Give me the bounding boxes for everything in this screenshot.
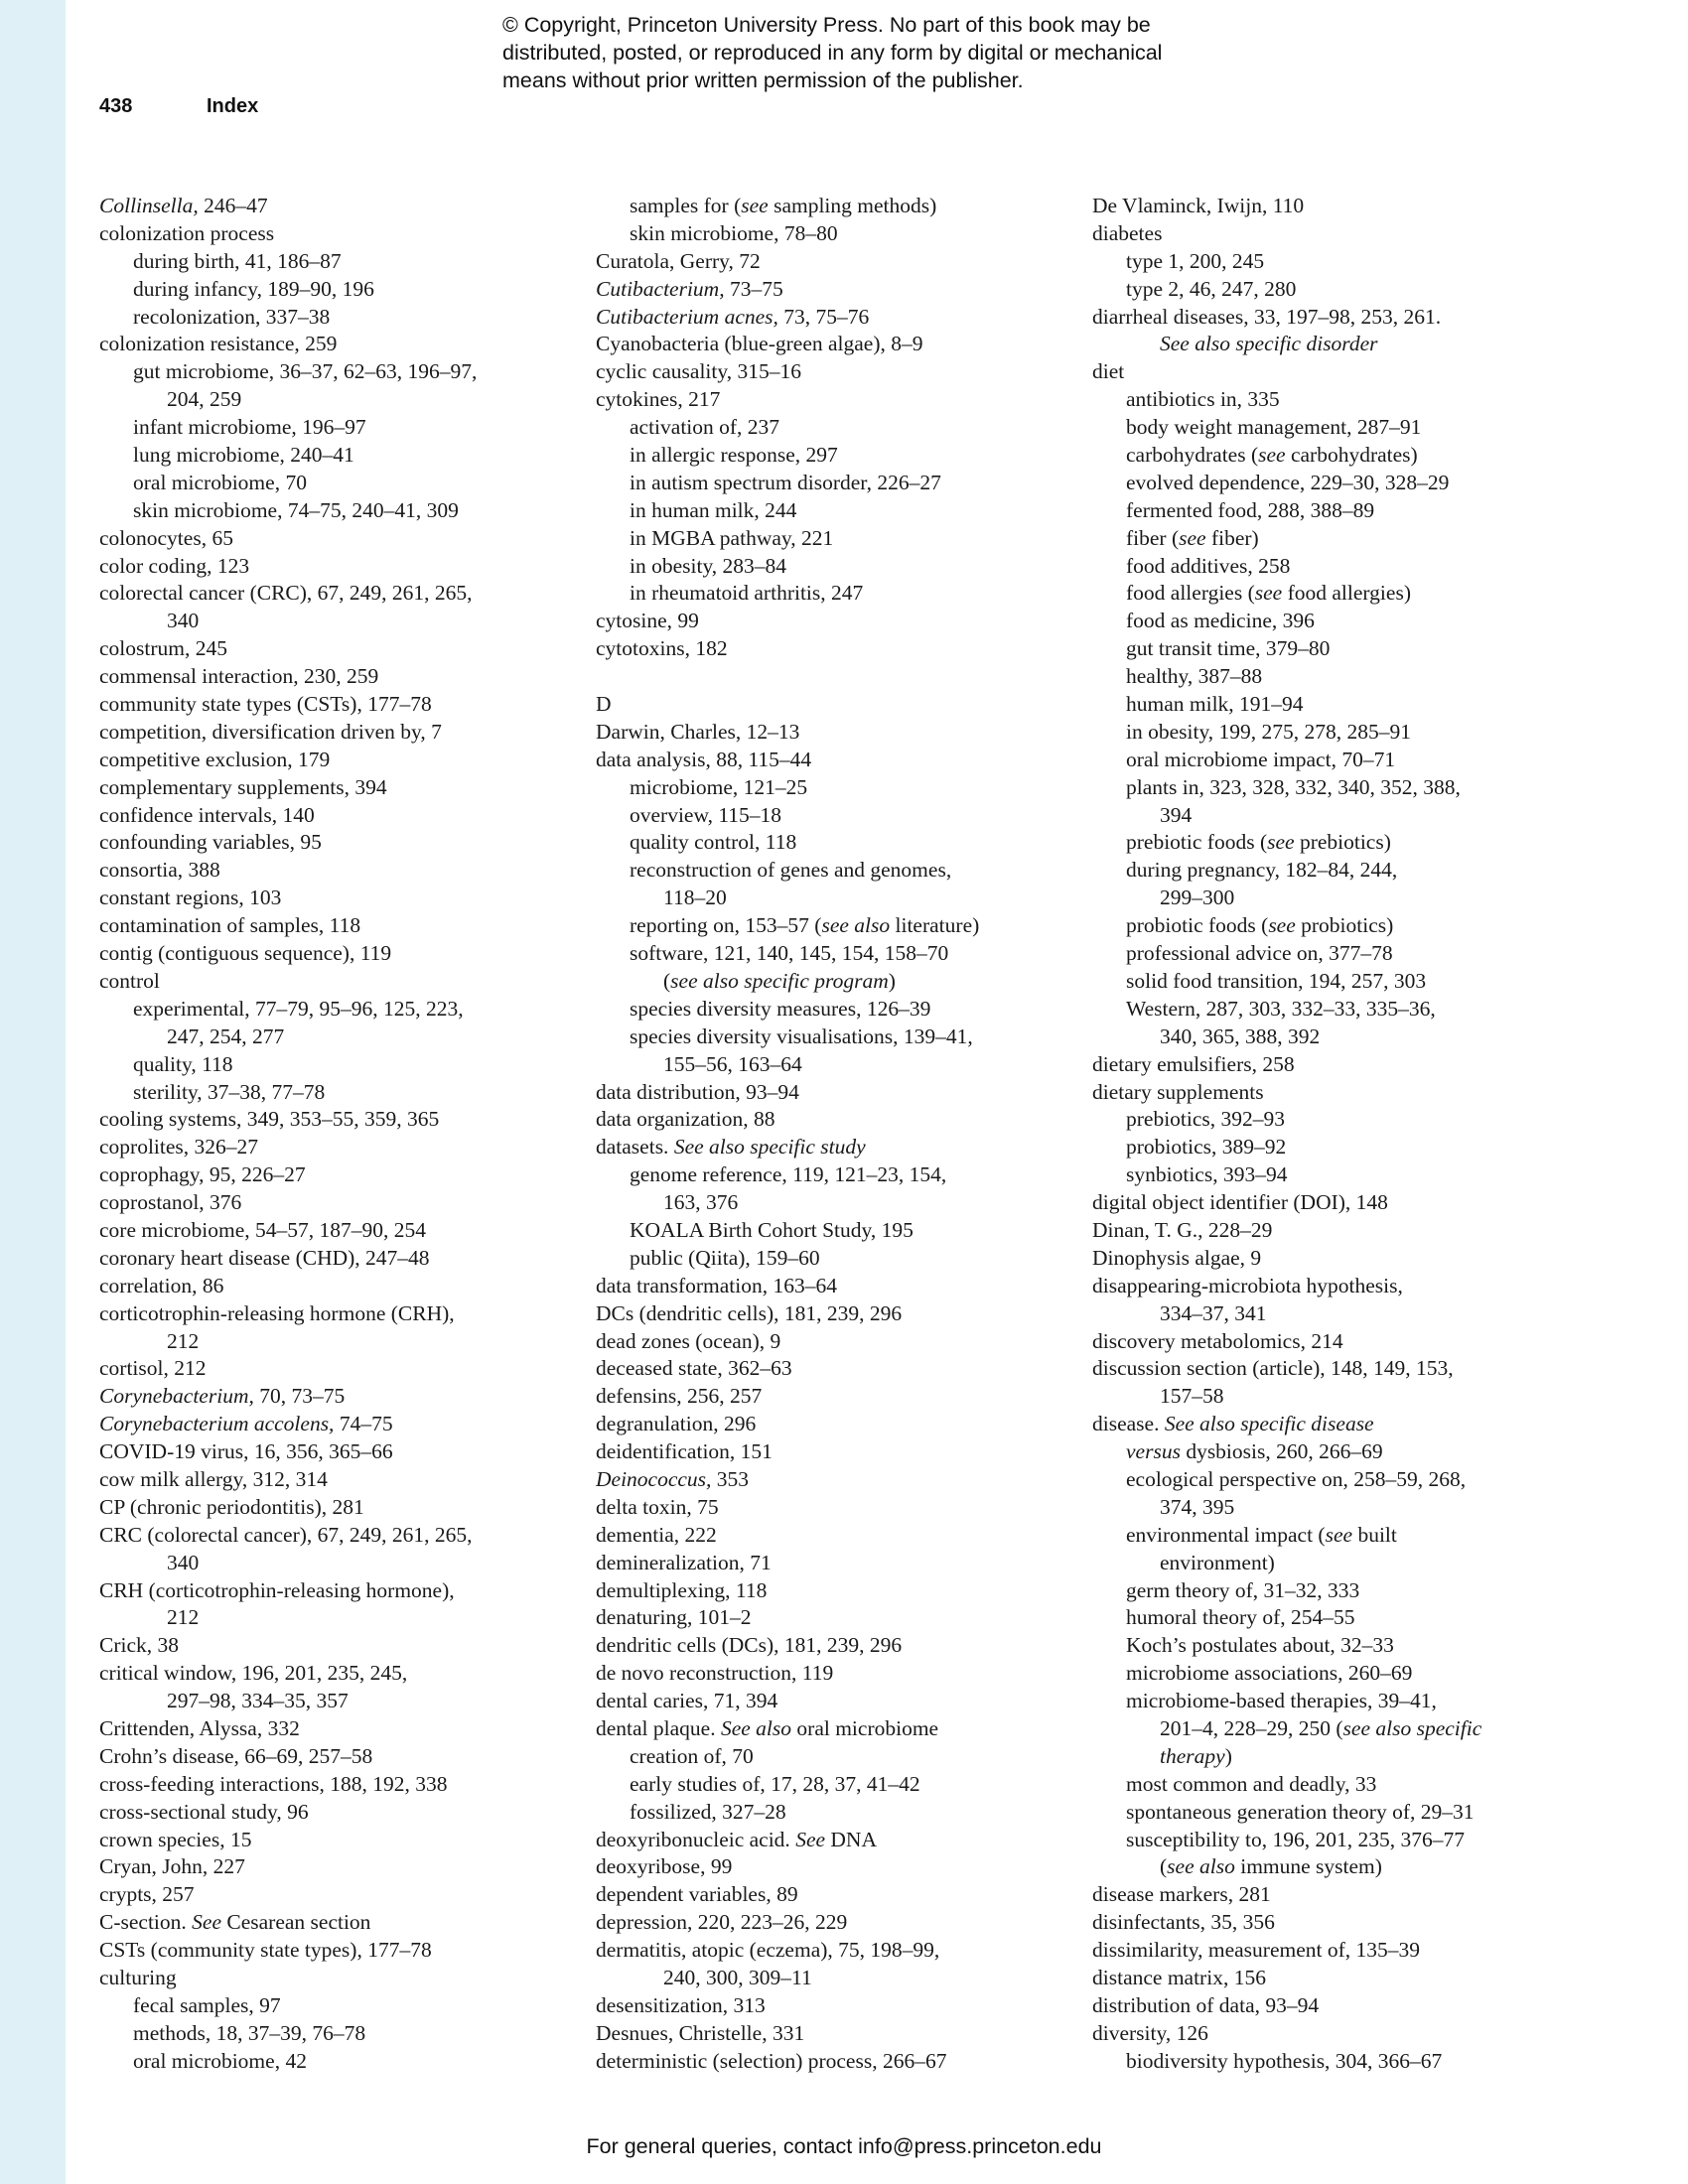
index-entry: Crittenden, Alyssa, 332 <box>99 1715 300 1740</box>
index-entry: digital object identifier (DOI), 148 <box>1092 1190 1388 1215</box>
index-entry: Cutibacterium, 73–75 <box>596 276 783 301</box>
index-entry: (see also specific program) <box>663 968 896 993</box>
index-entry: crown species, 15 <box>99 1827 252 1851</box>
index-entry: KOALA Birth Cohort Study, 195 <box>630 1217 914 1242</box>
index-entry: during pregnancy, 182–84, 244, <box>1126 858 1398 883</box>
index-entry: antibiotics in, 335 <box>1126 387 1280 412</box>
index-entry: evolved dependence, 229–30, 328–29 <box>1126 470 1450 494</box>
index-entry: body weight management, 287–91 <box>1126 415 1422 440</box>
index-entry: CRC (colorectal cancer), 67, 249, 261, 265, <box>99 1522 473 1547</box>
index-entry: dermatitis, atopic (eczema), 75, 198–99, <box>596 1938 940 1963</box>
index-entry: de novo reconstruction, 119 <box>596 1661 834 1686</box>
index-entry: oral microbiome impact, 70–71 <box>1126 747 1396 771</box>
index-entry: in obesity, 199, 275, 278, 285–91 <box>1126 719 1412 744</box>
index-entry: dental plaque. See also oral microbiome <box>596 1715 939 1740</box>
index-entry: food allergies (see food allergies) <box>1126 581 1411 606</box>
index-entry: skin microbiome, 74–75, 240–41, 309 <box>133 497 459 522</box>
index-entry: synbiotics, 393–94 <box>1126 1162 1288 1187</box>
index-entry: defensins, 256, 257 <box>596 1384 763 1409</box>
index-entry: control <box>99 968 160 993</box>
index-entry: data transformation, 163–64 <box>596 1273 838 1297</box>
index-entry: biodiversity hypothesis, 304, 366–67 <box>1126 2048 1443 2073</box>
index-entry: cross-sectional study, 96 <box>99 1799 309 1824</box>
index-entry: diversity, 126 <box>1092 2020 1208 2045</box>
index-entry: oral microbiome, 42 <box>133 2048 307 2073</box>
index-entry: Cutibacterium acnes, 73, 75–76 <box>596 304 870 329</box>
index-entry: professional advice on, 377–78 <box>1126 941 1393 966</box>
index-entry: 118–20 <box>663 886 727 910</box>
index-entry: disappearing-microbiota hypothesis, <box>1092 1273 1403 1297</box>
index-entry: coprolites, 326–27 <box>99 1135 259 1160</box>
index-entry: cytotoxins, 182 <box>596 636 728 661</box>
index-entry: crypts, 257 <box>99 1882 195 1907</box>
index-entry: prebiotic foods (see prebiotics) <box>1126 830 1391 855</box>
index-entry: Cyanobacteria (blue-green algae), 8–9 <box>596 332 923 356</box>
index-entry: Corynebacterium, 70, 73–75 <box>99 1384 346 1409</box>
index-entry: critical window, 196, 201, 235, 245, <box>99 1661 408 1686</box>
index-entry: demultiplexing, 118 <box>596 1577 768 1602</box>
index-entry: demineralization, 71 <box>596 1550 772 1574</box>
index-column-2 <box>596 193 1062 2076</box>
index-entry: in autism spectrum disorder, 226–27 <box>630 470 941 494</box>
index-entry: deceased state, 362–63 <box>596 1356 792 1381</box>
index-entry: cytosine, 99 <box>596 609 699 633</box>
index-entry: 334–37, 341 <box>1160 1300 1267 1325</box>
index-entry: desensitization, 313 <box>596 1992 766 2017</box>
footer-contact: For general queries, contact info@press.princeton.edu <box>586 2134 1102 2158</box>
index-entry: Cryan, John, 227 <box>99 1854 245 1879</box>
index-entry: Crohn’s disease, 66–69, 257–58 <box>99 1743 373 1768</box>
index-entry: public (Qiita), 159–60 <box>630 1245 820 1270</box>
index-entry: 212 <box>167 1328 200 1353</box>
index-entry: distribution of data, 93–94 <box>1092 1992 1320 2017</box>
page-number: 438 <box>99 95 133 117</box>
index-entry: gut transit time, 379–80 <box>1126 636 1331 661</box>
index-entry: confounding variables, 95 <box>99 830 322 855</box>
index-entry: Darwin, Charles, 12–13 <box>596 719 800 744</box>
index-entry: Deinococcus, 353 <box>596 1466 750 1491</box>
index-entry: 157–58 <box>1160 1384 1224 1409</box>
index-entry: humoral theory of, 254–55 <box>1126 1605 1355 1630</box>
index-entry: in MGBA pathway, 221 <box>630 525 834 550</box>
index-entry: contig (contiguous sequence), 119 <box>99 941 392 966</box>
index-entry: colonization process <box>99 220 275 245</box>
index-entry: color coding, 123 <box>99 553 250 578</box>
index-entry: type 2, 46, 247, 280 <box>1126 276 1297 301</box>
index-entry: prebiotics, 392–93 <box>1126 1107 1286 1132</box>
index-entry: microbiome, 121–25 <box>630 774 808 799</box>
index-entry: cow milk allergy, 312, 314 <box>99 1466 328 1491</box>
index-entry: oral microbiome, 70 <box>133 470 307 494</box>
index-entry: 299–300 <box>1160 886 1235 910</box>
index-entry: core microbiome, 54–57, 187–90, 254 <box>99 1217 427 1242</box>
index-entry: fossilized, 327–28 <box>630 1799 786 1824</box>
index-entry: during birth, 41, 186–87 <box>133 248 342 273</box>
index-entry: infant microbiome, 196–97 <box>133 415 366 440</box>
index-entry: Curatola, Gerry, 72 <box>596 248 761 273</box>
index-entry: Dinophysis algae, 9 <box>1092 1245 1262 1270</box>
index-entry: cyclic causality, 315–16 <box>596 359 801 384</box>
index-entry: Corynebacterium accolens, 74–75 <box>99 1412 393 1436</box>
index-entry: 340 <box>167 1550 200 1574</box>
index-entry: data organization, 88 <box>596 1107 775 1132</box>
index-entry: confidence intervals, 140 <box>99 802 315 827</box>
index-entry: experimental, 77–79, 95–96, 125, 223, <box>133 996 464 1021</box>
index-entry: food as medicine, 396 <box>1126 609 1315 633</box>
index-entry: methods, 18, 37–39, 76–78 <box>133 2020 366 2045</box>
index-entry: ecological perspective on, 258–59, 268, <box>1126 1466 1467 1491</box>
index-entry: dependent variables, 89 <box>596 1882 798 1907</box>
index-entry: disease. See also specific disease <box>1092 1412 1374 1436</box>
index-entry: cytokines, 217 <box>596 387 721 412</box>
index-entry: solid food transition, 194, 257, 303 <box>1126 968 1427 993</box>
index-entry: Koch’s postulates about, 32–33 <box>1126 1633 1394 1658</box>
index-entry: discussion section (article), 148, 149, 153, <box>1092 1356 1454 1381</box>
index-entry: dissimilarity, measurement of, 135–39 <box>1092 1938 1421 1963</box>
index-entry: environment) <box>1160 1550 1275 1574</box>
index-entry: plants in, 323, 328, 332, 340, 352, 388, <box>1126 774 1461 799</box>
index-entry: 394 <box>1160 802 1193 827</box>
index-entry: probiotics, 389–92 <box>1126 1135 1287 1160</box>
index-entry: degranulation, 296 <box>596 1412 757 1436</box>
index-entry: 374, 395 <box>1160 1494 1235 1519</box>
index-entry: colostrum, 245 <box>99 636 227 661</box>
index-entry: depression, 220, 223–26, 229 <box>596 1910 848 1935</box>
index-entry: fecal samples, 97 <box>133 1992 281 2017</box>
index-entry: microbiome-based therapies, 39–41, <box>1126 1689 1437 1713</box>
index-entry: diet <box>1092 359 1125 384</box>
index-entry: CRH (corticotrophin-releasing hormone), <box>99 1577 455 1602</box>
index-entry: deterministic (selection) process, 266–67 <box>596 2048 947 2073</box>
index-entry: complementary supplements, 394 <box>99 774 387 799</box>
index-entry: dead zones (ocean), 9 <box>596 1328 781 1353</box>
copyright-line: means without prior written permission of the publisher. <box>502 68 1024 92</box>
index-entry: lung microbiome, 240–41 <box>133 443 354 468</box>
index-entry: 201–4, 228–29, 250 (see also specific <box>1160 1715 1482 1740</box>
index-entry: reporting on, 153–57 (see also literature) <box>630 913 980 938</box>
index-entry: creation of, 70 <box>630 1743 754 1768</box>
index-entry: 340, 365, 388, 392 <box>1160 1024 1321 1048</box>
index-entry: cooling systems, 349, 353–55, 359, 365 <box>99 1107 440 1132</box>
index-entry: data analysis, 88, 115–44 <box>596 747 812 771</box>
index-entry: during infancy, 189–90, 196 <box>133 276 374 301</box>
index-entry: fermented food, 288, 388–89 <box>1126 497 1375 522</box>
index-entry: coprophagy, 95, 226–27 <box>99 1162 306 1187</box>
index-entry: CP (chronic periodontitis), 281 <box>99 1494 364 1519</box>
index-entry: environmental impact (see built <box>1126 1522 1397 1547</box>
index-entry: COVID-19 virus, 16, 356, 365–66 <box>99 1439 393 1464</box>
index-entry: 155–56, 163–64 <box>663 1051 802 1076</box>
index-entry: healthy, 387–88 <box>1126 664 1263 689</box>
index-entry: microbiome associations, 260–69 <box>1126 1661 1413 1686</box>
index-entry: datasets. See also specific study <box>596 1135 866 1160</box>
index-entry: correlation, 86 <box>99 1273 224 1297</box>
index-entry: versus dysbiosis, 260, 266–69 <box>1126 1439 1383 1464</box>
index-entry: dietary supplements <box>1092 1079 1264 1104</box>
index-entry: early studies of, 17, 28, 37, 41–42 <box>630 1771 920 1796</box>
side-color-strip <box>0 0 66 2184</box>
index-entry: CSTs (community state types), 177–78 <box>99 1938 432 1963</box>
copyright-line: distributed, posted, or reproduced in any form by digital or mechanical <box>502 41 1163 65</box>
index-entry: disease markers, 281 <box>1092 1882 1271 1907</box>
index-entry: food additives, 258 <box>1126 553 1291 578</box>
index-entry: commensal interaction, 230, 259 <box>99 664 379 689</box>
index-entry: recolonization, 337–38 <box>133 304 331 329</box>
index-entry: Collinsella, 246–47 <box>99 194 268 217</box>
copyright-line: © Copyright, Princeton University Press. No part of this book may be <box>502 13 1151 37</box>
index-entry: deoxyribose, 99 <box>596 1854 733 1879</box>
index-entry: De Vlaminck, Iwijn, 110 <box>1092 194 1305 217</box>
index-entry: deoxyribonucleic acid. See DNA <box>596 1827 877 1851</box>
index-entry: software, 121, 140, 145, 154, 158–70 <box>630 941 949 966</box>
index-entry: 340 <box>167 609 200 633</box>
index-entry: diarrheal diseases, 33, 197–98, 253, 261. <box>1092 304 1442 329</box>
index-entry: 247, 254, 277 <box>167 1024 285 1048</box>
index-entry: 163, 376 <box>663 1190 739 1215</box>
index-entry: dementia, 222 <box>596 1522 717 1547</box>
index-entry: colonization resistance, 259 <box>99 332 338 356</box>
spacer <box>596 663 1062 691</box>
index-entry: species diversity visualisations, 139–41, <box>630 1024 973 1048</box>
index-entry: colonocytes, 65 <box>99 525 233 550</box>
index-entry: species diversity measures, 126–39 <box>630 996 931 1021</box>
index-entry: gut microbiome, 36–37, 62–63, 196–97, <box>133 359 478 384</box>
index-entry: samples for (see sampling methods) <box>630 194 937 217</box>
index-entry: germ theory of, 31–32, 333 <box>1126 1577 1360 1602</box>
index-entry: carbohydrates (see carbohydrates) <box>1126 443 1418 468</box>
index-entry: type 1, 200, 245 <box>1126 248 1265 273</box>
index-entry: culturing <box>99 1966 177 1989</box>
index-entry: consortia, 388 <box>99 858 220 883</box>
index-entry: discovery metabolomics, 214 <box>1092 1328 1343 1353</box>
index-entry: activation of, 237 <box>630 415 780 440</box>
index-entry: competition, diversification driven by, 7 <box>99 719 442 744</box>
index-entry: Western, 287, 303, 332–33, 335–36, <box>1126 996 1436 1021</box>
index-entry: reconstruction of genes and genomes, <box>630 858 952 883</box>
index-entry: 204, 259 <box>167 387 242 412</box>
index-entry: 212 <box>167 1605 200 1630</box>
copyright-notice <box>502 11 1257 94</box>
index-entry: deidentification, 151 <box>596 1439 773 1464</box>
index-entry: denaturing, 101–2 <box>596 1605 752 1630</box>
index-column-3 <box>1092 193 1559 2076</box>
index-entry: 297–98, 334–35, 357 <box>167 1689 349 1713</box>
index-entry: diabetes <box>1092 220 1163 245</box>
index-entry: cortisol, 212 <box>99 1356 207 1381</box>
running-header <box>99 95 258 118</box>
index-entry: 240, 300, 309–11 <box>663 1966 812 1989</box>
index-entry: Dinan, T. G., 228–29 <box>1092 1217 1273 1242</box>
index-column-1 <box>99 193 566 2076</box>
index-entry: dendritic cells (DCs), 181, 239, 296 <box>596 1633 903 1658</box>
index-entry: susceptibility to, 196, 201, 235, 376–77 <box>1126 1827 1466 1851</box>
index-entry: DCs (dendritic cells), 181, 239, 296 <box>596 1300 903 1325</box>
index-entry: coprostanol, 376 <box>99 1190 242 1215</box>
index-entry: colorectal cancer (CRC), 67, 249, 261, 265, <box>99 581 473 606</box>
index-entry: See also specific disorder <box>1160 332 1378 356</box>
index-entry: C-section. See Cesarean section <box>99 1910 371 1935</box>
index-entry: constant regions, 103 <box>99 886 282 910</box>
index-entry: coronary heart disease (CHD), 247–48 <box>99 1245 430 1270</box>
index-entry: quality, 118 <box>133 1051 233 1076</box>
index-entry: probiotic foods (see probiotics) <box>1126 913 1394 938</box>
index-entry: delta toxin, 75 <box>596 1494 719 1519</box>
index-entry: Crick, 38 <box>99 1633 180 1658</box>
index-entry: sterility, 37–38, 77–78 <box>133 1079 326 1104</box>
index-entry: quality control, 118 <box>630 830 797 855</box>
index-entry: in allergic response, 297 <box>630 443 838 468</box>
index-entry: human milk, 191–94 <box>1126 692 1304 717</box>
index-entry: dietary emulsifiers, 258 <box>1092 1051 1295 1076</box>
index-entry: (see also immune system) <box>1160 1854 1382 1879</box>
index-entry: dental caries, 71, 394 <box>596 1689 778 1713</box>
index-entry: in obesity, 283–84 <box>630 553 787 578</box>
section-title: Index <box>207 95 259 117</box>
index-entry: most common and deadly, 33 <box>1126 1771 1377 1796</box>
index-entry: therapy) <box>1160 1743 1232 1768</box>
index-entry: in rheumatoid arthritis, 247 <box>630 581 864 606</box>
section-letter-heading: D <box>596 692 612 717</box>
index-entry: data distribution, 93–94 <box>596 1079 799 1104</box>
index-entry: community state types (CSTs), 177–78 <box>99 692 432 717</box>
index-entry: in human milk, 244 <box>630 497 797 522</box>
index-entry: overview, 115–18 <box>630 802 782 827</box>
index-entry: corticotrophin-releasing hormone (CRH), <box>99 1300 455 1325</box>
index-entry: Desnues, Christelle, 331 <box>596 2020 805 2045</box>
index-entry: genome reference, 119, 121–23, 154, <box>630 1162 947 1187</box>
index-entry: disinfectants, 35, 356 <box>1092 1910 1275 1935</box>
index-entry: skin microbiome, 78–80 <box>630 220 838 245</box>
index-entry: distance matrix, 156 <box>1092 1966 1266 1989</box>
index-entry: cross-feeding interactions, 188, 192, 338 <box>99 1771 448 1796</box>
index-entry: spontaneous generation theory of, 29–31 <box>1126 1799 1475 1824</box>
index-entry: contamination of samples, 118 <box>99 913 361 938</box>
index-entry: competitive exclusion, 179 <box>99 747 331 771</box>
index-entry: fiber (see fiber) <box>1126 525 1259 550</box>
